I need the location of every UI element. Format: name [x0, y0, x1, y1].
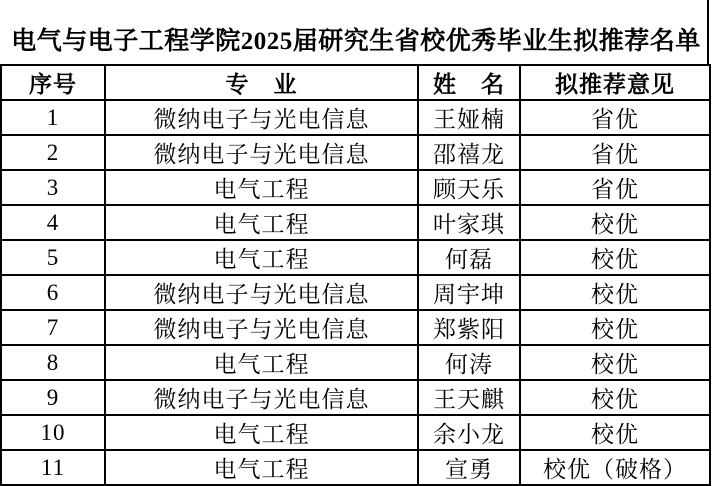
- table-cell-name: 王娅楠: [418, 100, 520, 135]
- page-title: 电气与电子工程学院2025届研究生省校优秀毕业生拟推荐名单: [11, 28, 701, 55]
- table-cell-index: 6: [1, 275, 105, 310]
- table-cell-index: 11: [1, 450, 105, 485]
- recommendation-table: [0, 64, 711, 486]
- table-cell-name: 余小龙: [418, 415, 520, 450]
- table-cell-opinion: 省优: [520, 135, 710, 170]
- table-cell-opinion: 校优: [520, 415, 710, 450]
- title-right-border-rule: [707, 0, 709, 66]
- table-cell-major: 微纳电子与光电信息: [105, 275, 418, 310]
- table-cell-major: 电气工程: [105, 415, 418, 450]
- table-cell-name: 何涛: [418, 345, 520, 380]
- table-row: [1, 450, 710, 485]
- table-cell-major: 电气工程: [105, 345, 418, 380]
- table-cell-opinion: 省优: [520, 100, 710, 135]
- table-cell-major: 微纳电子与光电信息: [105, 380, 418, 415]
- column-header-major: 专 业: [105, 65, 418, 100]
- table-row: [1, 380, 710, 415]
- table-cell-major: 微纳电子与光电信息: [105, 310, 418, 345]
- column-header-index: 序号: [1, 65, 105, 100]
- table-cell-index: 7: [1, 310, 105, 345]
- table-cell-index: 5: [1, 240, 105, 275]
- table-cell-index: 2: [1, 135, 105, 170]
- table-row: [1, 310, 710, 345]
- table-cell-name: 宣勇: [418, 450, 520, 485]
- column-header-name: 姓 名: [418, 65, 520, 100]
- table-cell-name: 王天麒: [418, 380, 520, 415]
- table-cell-index: 10: [1, 415, 105, 450]
- table-cell-major: 微纳电子与光电信息: [105, 100, 418, 135]
- table-cell-major: 微纳电子与光电信息: [105, 135, 418, 170]
- table-header-row: [1, 65, 710, 100]
- table-row: [1, 345, 710, 380]
- table-cell-major: 电气工程: [105, 240, 418, 275]
- table-cell-opinion: 校优: [520, 380, 710, 415]
- table-cell-major: 电气工程: [105, 450, 418, 485]
- column-header-opinion: 拟推荐意见: [520, 65, 710, 100]
- table-cell-name: 邵禧龙: [418, 135, 520, 170]
- table-cell-opinion: 省优: [520, 170, 710, 205]
- table-cell-name: 周宇坤: [418, 275, 520, 310]
- table-cell-name: 叶家琪: [418, 205, 520, 240]
- table-cell-opinion: 校优: [520, 345, 710, 380]
- table-cell-opinion: 校优（破格）: [520, 450, 710, 485]
- table-cell-major: 电气工程: [105, 170, 418, 205]
- table-row: [1, 205, 710, 240]
- table-row: [1, 240, 710, 275]
- table-cell-name: 郑紫阳: [418, 310, 520, 345]
- table-cell-index: 1: [1, 100, 105, 135]
- table-cell-name: 何磊: [418, 240, 520, 275]
- table-cell-name: 顾天乐: [418, 170, 520, 205]
- table-row: [1, 275, 710, 310]
- table-row: [1, 170, 710, 205]
- table-row: [1, 415, 710, 450]
- table-cell-opinion: 校优: [520, 205, 710, 240]
- table-cell-opinion: 校优: [520, 275, 710, 310]
- table-cell-index: 3: [1, 170, 105, 205]
- table-cell-opinion: 校优: [520, 240, 710, 275]
- table-row: [1, 100, 710, 135]
- table-row: [1, 135, 710, 170]
- table-cell-index: 8: [1, 345, 105, 380]
- table-cell-index: 4: [1, 205, 105, 240]
- table-cell-opinion: 校优: [520, 310, 710, 345]
- table-cell-index: 9: [1, 380, 105, 415]
- table-cell-major: 电气工程: [105, 205, 418, 240]
